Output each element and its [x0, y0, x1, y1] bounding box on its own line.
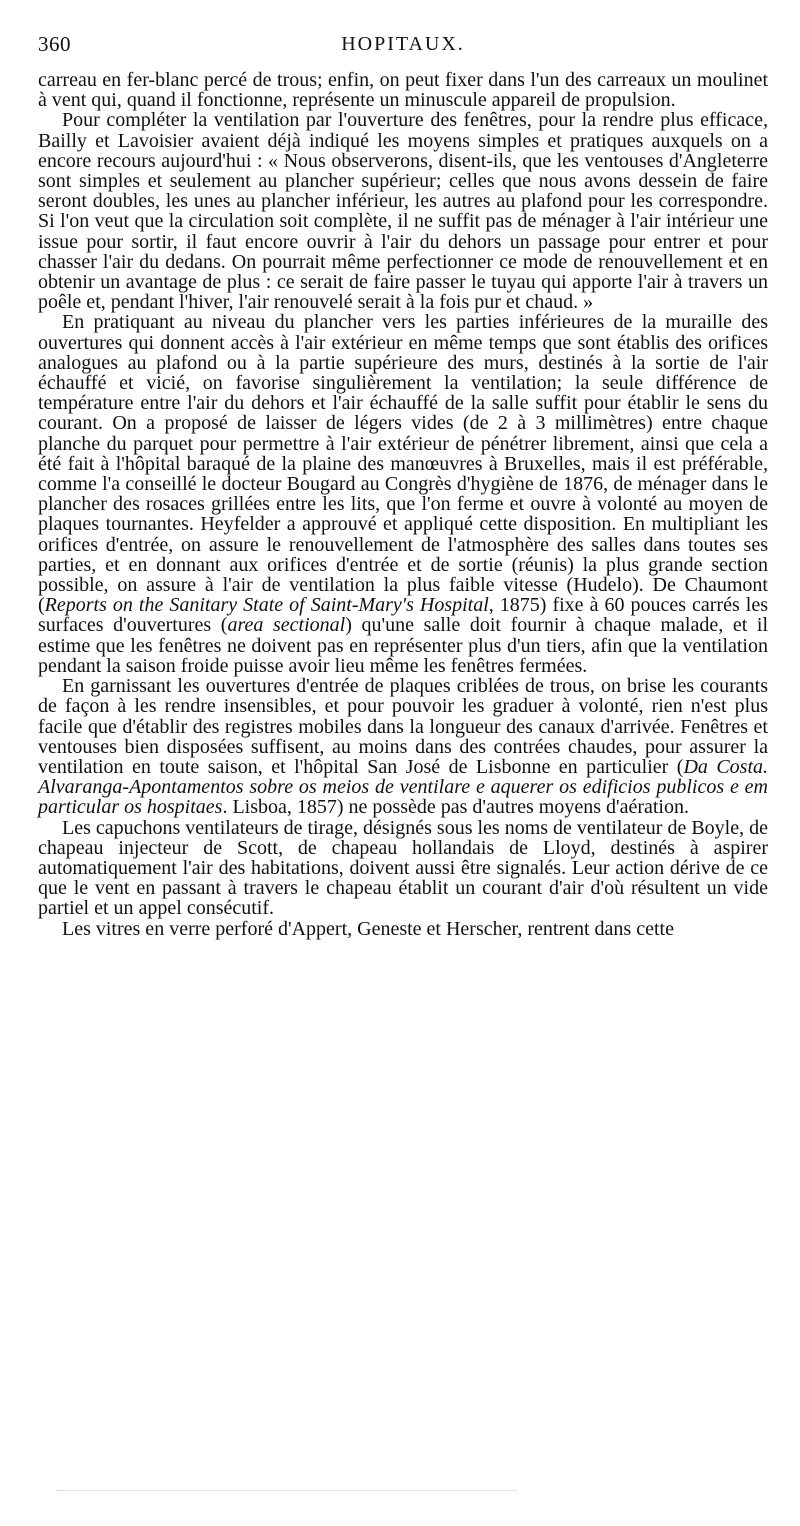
paragraph	[38, 676, 768, 817]
text-segment: Les capuchons ventilateurs de tirage, désignés sous les noms de ventilateur de Boyle, de chapeau injecteur de Scott, de chapeau hollandais de Lloyd, destinés à aspirer automatiquement l'air des habitations, doivent aussi être signalés. Leur action dérive de ce que le vent en passant à travers le chapeau établit un courant d'air d'où résultent un vide partiel et un appel consécutif.	[38, 816, 768, 920]
text-segment: En garnissant les ouvertures d'entrée de plaques criblées de trous, on brise les courants de façon à les rendre insensibles, et pour pouvoir les graduer à volonté, rien n'est plus facile que d'établir des registres mobiles dans la longueur des canaux d'arrivée. Fenêtres et ventouses bien disposées suffisent, au moins dans des contrées chaudes, pour assurer la ventilation en toute saison, et l'hôpital San José de Lisbonne en particulier (	[38, 675, 768, 778]
body-text	[38, 70, 768, 939]
italic-citation: Reports on the Sanitary State of Saint-Mary's Hospital	[44, 594, 489, 617]
italic-citation: area sectional	[227, 614, 346, 637]
paragraph	[38, 312, 768, 676]
page-number: 360	[38, 32, 71, 56]
text-segment: . Lisboa, 1857) ne possède pas d'autres moyens d'aération.	[222, 796, 689, 819]
text-segment: Les vitres en verre perforé d'Appert, Geneste et Herscher, rentrent dans cette	[62, 917, 674, 940]
text-segment: carreau en fer-blanc percé de trous; enfin, on peut fixer dans l'un des carreaux un moulinet à vent qui, quand il fonctionne, représente un minuscule appareil de propulsion.	[38, 69, 768, 112]
text-segment: Pour compléter la ventilation par l'ouverture des fenêtres, pour la rendre plus efficace, Bailly et Lavoisier avaient déjà indiqué les moyens simples et pratiques auxquels on a encore recours aujourd'hui : « Nous observerons, disent-ils, que les ventouses d'Angleterre sont simples et seulement au plancher supérieur; celles que nous avons dessein de faire seront doubles, les unes au plancher inférieur, les autres au plafond pour les correspondre. Si l'on veut que la circulation soit complète, il ne suffit pas de ménager à l'air intérieur une issue pour sortir, il faut encore ouvrir à l'air du dehors un passage pour entrer et pour chasser l'air du dedans. On pourrait même perfectionner ce mode de renouvellement et en obtenir un avantage de plus : ce serait de faire passer le tuyau qui apporte l'air à travers un poêle et, pendant l'hiver, l'air renouvelé serait à la fois pur et chaud. »	[38, 109, 768, 314]
paragraph	[38, 70, 768, 110]
running-title: HOPITAUX.	[341, 33, 465, 55]
paragraph	[38, 818, 768, 919]
text-segment: , 1875) fixe à 60 pouces carrés les surfaces d'ouvertures (	[38, 594, 768, 637]
paragraph	[38, 919, 768, 939]
paragraph	[38, 110, 768, 312]
running-header	[38, 24, 768, 64]
text-segment: ) qu'une salle doit fournir à chaque malade, et il estime que les fenêtres ne doivent pas en représenter plus d'un tiers, afin que la ventilation pendant la saison froide puisse avoir lieu même les fenêtres fermées.	[38, 614, 768, 677]
italic-citation: Da Costa. Alvaranga-Apontamentos sobre os meios de ventilare e aquerer os edificios publicos e em particular os hospitaes	[38, 755, 769, 819]
bottom-print-artifact	[56, 1490, 516, 1495]
text-segment: En pratiquant au niveau du plancher vers les parties inférieures de la muraille des ouvertures qui donnent accès à l'air extérieur en même temps que sont établis des orifices analogues au plafond ou à la partie supérieure des murs, destinés à la sortie de l'air échauffé et vicié, on favorise singulièrement la ventilation; la seule différence de température entre l'air du dehors et l'air échauffé de la salle suffit pour établir le sens du courant. On a proposé de laisser de légers vides (de 2 à 3 millimètres) entre chaque planche du parquet pour permettre à l'air extérieur de pénétrer librement, ainsi que cela a été fait à l'hôpital baraqué de la plaine des manœuvres à Bruxelles, mais il est préférable, comme l'a conseillé le docteur Bougard au Congrès d'hygiène de 1876, de ménager dans le plancher des rosaces grillées entre les lits, que l'on ferme et ouvre à volonté au moyen de plaques tournantes. Heyfelder a approuvé et appliqué cette disposition. En multipliant les orifices d'entrée, on assure le renouvellement de l'atmosphère des salles dans toutes ses parties, et en donnant aux orifices d'entrée et de sortie (réunis) la plus grande section possible, on assure à l'air de ventilation la plus faible vitesse (Hudelo). De Chaumont (	[38, 311, 768, 617]
